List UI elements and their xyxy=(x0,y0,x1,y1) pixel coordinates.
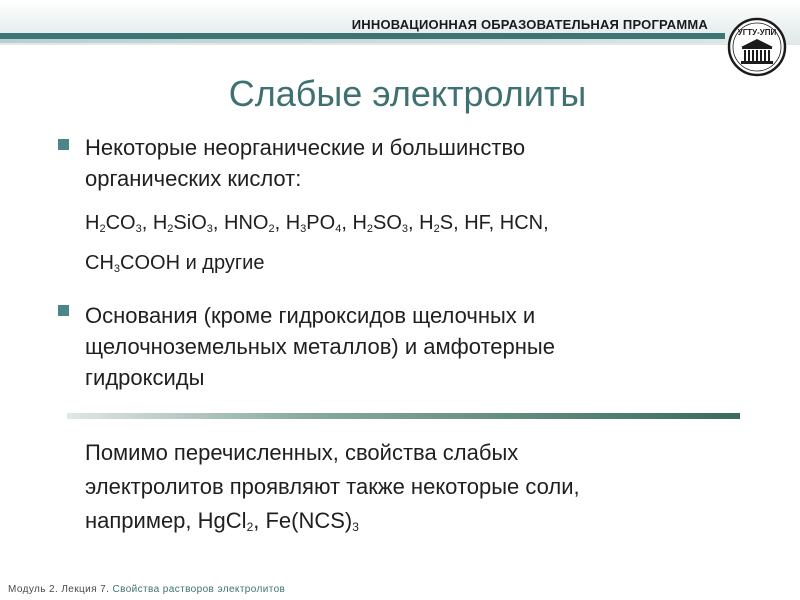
bullet-bases xyxy=(85,300,555,393)
salts-note xyxy=(85,436,580,544)
salts-note-line1: Помимо перечисленных, свойства слабых xyxy=(85,440,519,465)
footer-module: Модуль 2. Лекция 7. xyxy=(8,584,110,595)
section-divider xyxy=(67,413,740,419)
program-label: ИННОВАЦИОННАЯ ОБРАЗОВАТЕЛЬНАЯ ПРОГРАММА xyxy=(351,17,708,32)
footer-topic: Свойства растворов электролитов xyxy=(112,584,286,595)
acid-formulas xyxy=(85,206,549,286)
salts-note-line2: электролитов проявляют также некоторые соли, xyxy=(85,474,580,499)
acid-formulas-line1: $H_2CO_3$, $H_2SiO_3$, $HNO_2$, $H_3PO_4$, $H_2SO_3$, $H_2S$, HF, HCN, xyxy=(85,212,549,235)
bullet-bases-line3: гидроксиды xyxy=(85,365,205,390)
bullet-marker xyxy=(58,305,69,316)
logo-text: УГТУ-УПИ xyxy=(737,28,777,37)
header-accent-line-light xyxy=(0,39,725,43)
acid-formulas-line2: $CH_3COOH$ и другие xyxy=(85,252,265,275)
footer xyxy=(8,584,285,595)
university-logo xyxy=(727,17,787,77)
bullet-acids-line1: Некоторые неорганические и большинство xyxy=(85,135,526,160)
bullet-acids-line2: органических кислот: xyxy=(85,166,302,191)
bullet-bases-line2: щелочноземельных металлов) и амфотерные xyxy=(85,334,555,359)
slide-title: Слабые электролиты xyxy=(228,73,587,114)
bullet-marker xyxy=(58,139,69,150)
bullet-bases-line1: Основания (кроме гидроксидов щелочных и xyxy=(85,303,536,328)
salts-note-line3: например, HgCl$_2$, $Fe(NCS)_3$ xyxy=(85,508,359,534)
bullet-acids xyxy=(85,132,525,194)
